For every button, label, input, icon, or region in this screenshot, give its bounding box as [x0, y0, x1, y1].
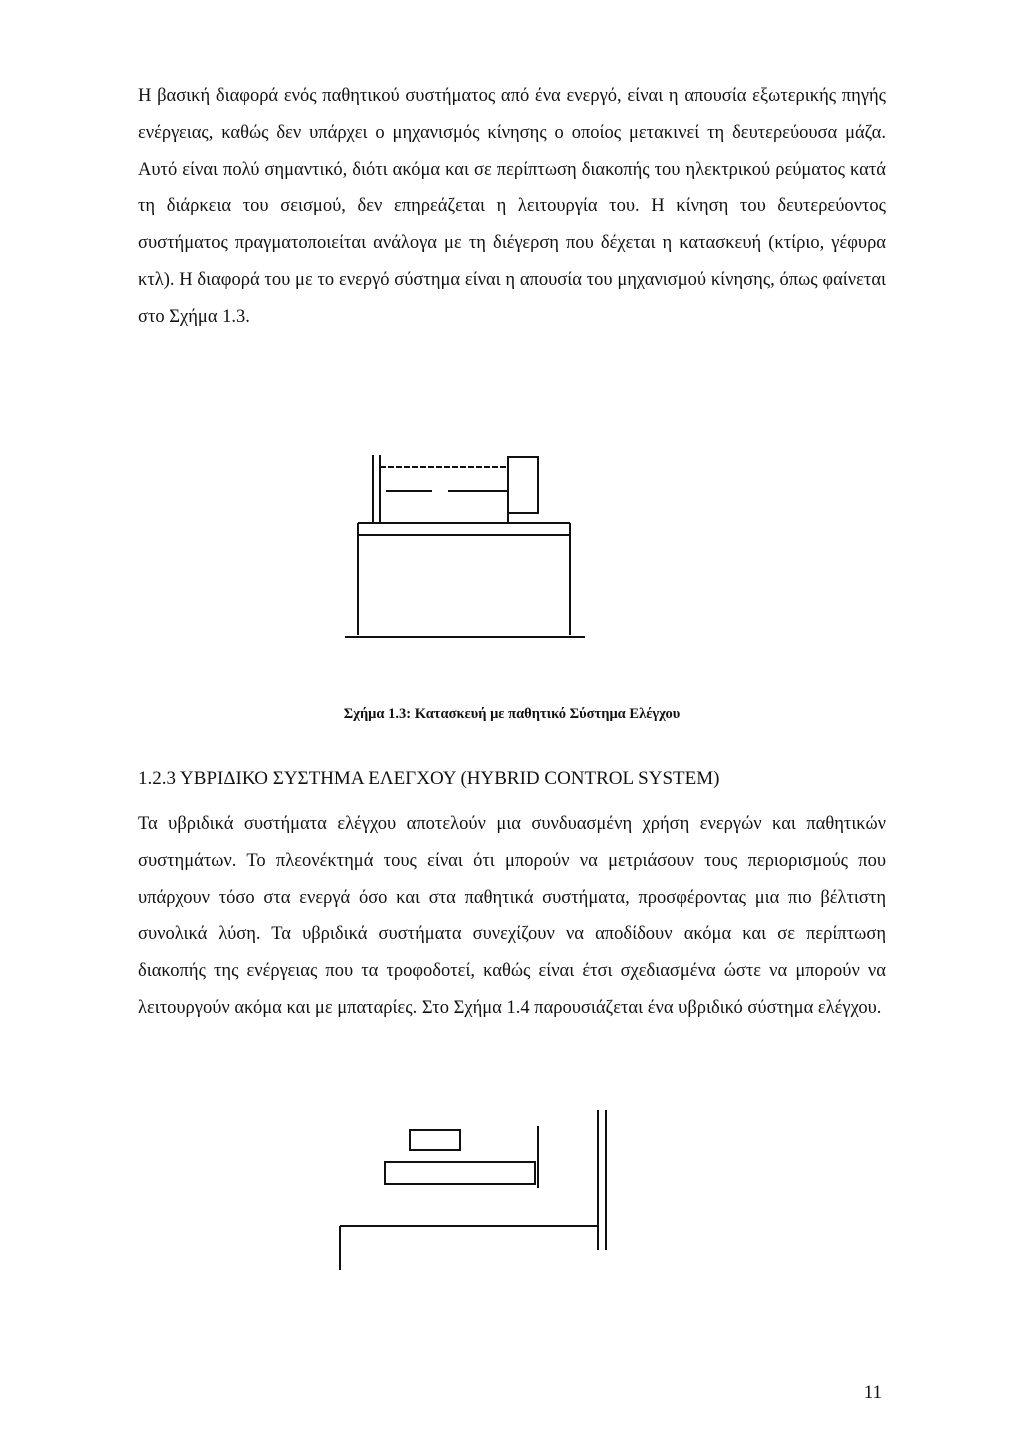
body-paragraph-passive: Η βασική διαφορά ενός παθητικού συστήματος από ένα ενεργό, είναι η απουσία εξωτερικής πηγής ενέργειας, καθώς δεν υπάρχει ο μηχανισμός κίνησης ο οποίος μετακινεί τη δευτερεύουσα μάζα. Αυτό είναι πολύ σημαντικό, διότι ακόμα και σε περίπτωση διακοπής του ηλεκτρικού ρεύματος κατά τη διάρκεια του σεισμού, δεν επηρεάζεται η λειτουργία του. Η κίνηση του δευτερεύοντος συστήματος πραγματοποιείται ανάλογα με τη διέγερση που δέχεται η κατασκευή (κτίριο, γέφυρα κτλ). Η διαφορά του με το ενεργό σύστημα είναι η απουσία του μηχανισμού κίνησης, όπως φαίνεται στο Σχήμα 1.3.: [138, 86, 886, 327]
figure-caption: Σχήμα 1.3: Κατασκευή με παθητικό Σύστημα Ελέγχου: [343, 706, 681, 722]
body-paragraph-hybrid: Τα υβριδικά συστήματα ελέγχου αποτελούν μια συνδυασμένη χρήση ενεργών και παθητικών συστημάτων. Το πλεονέκτημά τους είναι ότι μπορούν να μετριάσουν τους περιορισμούς που υπάρχουν τόσο στα ενεργά όσο και στα παθητικά συστήματα, προσφέροντας μια πιο βέλτιστη συνολικά λύση. Τα υβριδικά συστήματα συνεχίζουν να αποδίδουν ακόμα και σε περίπτωση διακοπής της ενέργειας που τα τροφοδοτεί, καθώς είναι έτσι σχεδιασμένα ώστε να μπορούν να λειτουργούν ακόμα και με μπαταρίες. Στο Σχήμα 1.4 παρουσιάζεται ένα υβριδικό σύστημα ελέγχου.: [138, 814, 886, 1018]
secondary-mass: [385, 1162, 535, 1184]
page-number: 11: [863, 1382, 882, 1403]
secondary-mass: [508, 457, 538, 513]
section-heading: 1.2.3 ΥΒΡΙΔΙΚΟ ΣΥΣΤΗΜΑ ΕΛΕΓΧΟΥ (HYBRID CONTROL SYSTEM): [138, 768, 720, 789]
actuator-box: [410, 1130, 460, 1150]
structure-frame: [358, 535, 570, 635]
figure-hybrid-control-structure: [330, 1100, 630, 1270]
figure-passive-control-structure: [340, 445, 590, 645]
